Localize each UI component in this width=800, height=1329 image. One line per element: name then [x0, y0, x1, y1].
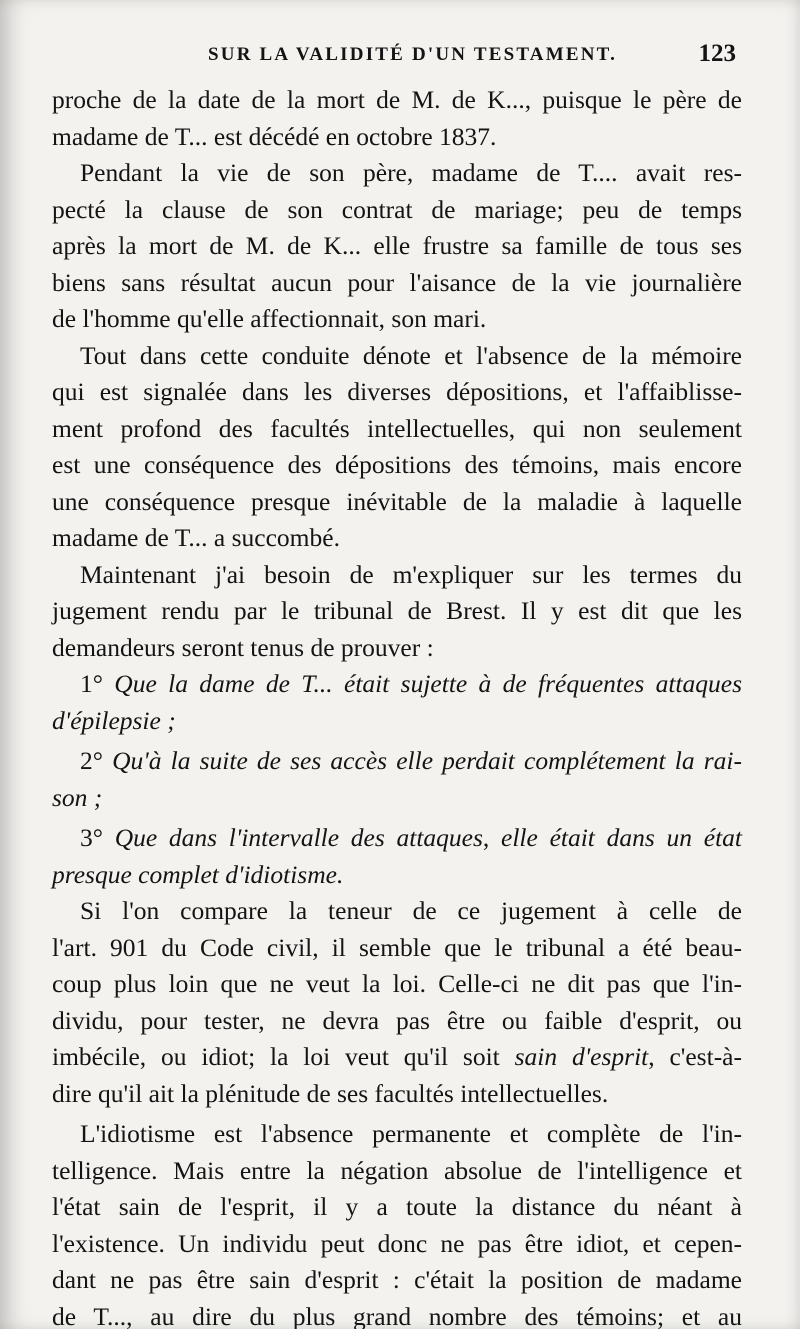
lines-line: jugement rendu par le tribunal de Brest. Il y est dit que les: [52, 596, 742, 625]
lines-line: Pendant la vie de son père, madame de T.... avait res-: [80, 158, 742, 187]
page-header: [58, 36, 740, 76]
lines2-line: dire qu'il ait la plénitude de ses facultés intellectuelles.: [52, 1078, 609, 1108]
lines2-line: l'art. 901 du Code civil, il semble que le tribunal a été beau-: [52, 932, 742, 962]
paragraph-group-3: [52, 1116, 742, 1329]
lines2-line: Si l'on compare la teneur de ce jugement à celle de: [80, 896, 742, 925]
lines3-line: telligence. Mais entre la négation absolue de l'intelligence et: [52, 1155, 742, 1185]
running-title: SUR LA VALIDITÉ D'UN TESTAMENT.: [208, 44, 618, 65]
lines3-line: l'existence. Un individu peut donc ne pas être idiot, et cepen-: [52, 1228, 742, 1258]
list-item-3-line-2: presque complet d'idiotisme.: [52, 859, 344, 889]
lines-line: une conséquence presque inévitable de la maladie à laquelle: [52, 486, 742, 516]
lines2-line: dividu, pour tester, ne devra pas être ou faible d'esprit, ou: [52, 1005, 742, 1035]
numbered-list: [52, 666, 742, 893]
list-item-1-line-2: d'épilepsie ;: [52, 705, 176, 735]
list-item-3-line-1: 3° Que dans l'intervalle des attaques, elle était dans un état: [80, 823, 742, 852]
lines3-line: de T..., au dire du plus grand nombre des témoins; et au: [52, 1301, 742, 1329]
lines-line: madame de T... est décédé en octobre 1837.: [52, 121, 497, 151]
lines-line: qui est signalée dans les diverses dépositions, et l'affaiblisse-: [52, 377, 742, 406]
lines-line: de l'homme qu'elle affectionnait, son mari.: [52, 304, 487, 333]
paragraph-group-2: [52, 893, 742, 1112]
lines-line: pecté la clause de son contrat de mariage; peu de temps: [52, 194, 742, 224]
body-text: [52, 82, 742, 1329]
lines-line: madame de T... a succombé.: [52, 523, 340, 552]
lines3-line: dant ne pas être sain d'esprit : c'était la position de madame: [52, 1265, 742, 1294]
lines-line: après la mort de M. de K... elle frustre sa famille de tous ses: [52, 231, 742, 260]
list-item-2-line-2: son ;: [52, 782, 103, 812]
lines-line: Tout dans cette conduite dénote et l'absence de la mémoire: [80, 340, 742, 370]
list-item-1-line-1: 1° Que la dame de T... était sujette à de fréquentes attaques: [80, 669, 743, 698]
lines3-line: L'idiotisme est l'absence permanente et complète de l'in-: [80, 1119, 742, 1148]
paragraph-group-1: [52, 82, 742, 666]
lines-line: demandeurs seront tenus de prouver :: [52, 632, 434, 662]
lines-line: Maintenant j'ai besoin de m'expliquer sur les termes du: [80, 559, 742, 589]
lines-line: est une conséquence des dépositions des témoins, mais encore: [52, 450, 742, 479]
lines2-line: coup plus loin que ne veut la loi. Celle-ci ne dit pas que l'in-: [52, 969, 742, 998]
lines-line: proche de la date de la mort de M. de K..., puisque le père de: [52, 85, 742, 114]
list-item-2-line-1: 2° Qu'à la suite de ses accès elle perdait complétement la rai-: [80, 746, 742, 775]
lines-line: biens sans résultat aucun pour l'aisance de la vie journalière: [52, 267, 742, 297]
lines-line: ment profond des facultés intellectuelles, qui non seulement: [52, 413, 742, 443]
page-number: 123: [698, 40, 736, 67]
lines2-line: imbécile, ou idiot; la loi veut qu'il soit sain d'esprit, c'est-à-: [52, 1042, 742, 1071]
lines3-line: l'état sain de l'esprit, il y a toute la distance du néant à: [52, 1192, 742, 1221]
